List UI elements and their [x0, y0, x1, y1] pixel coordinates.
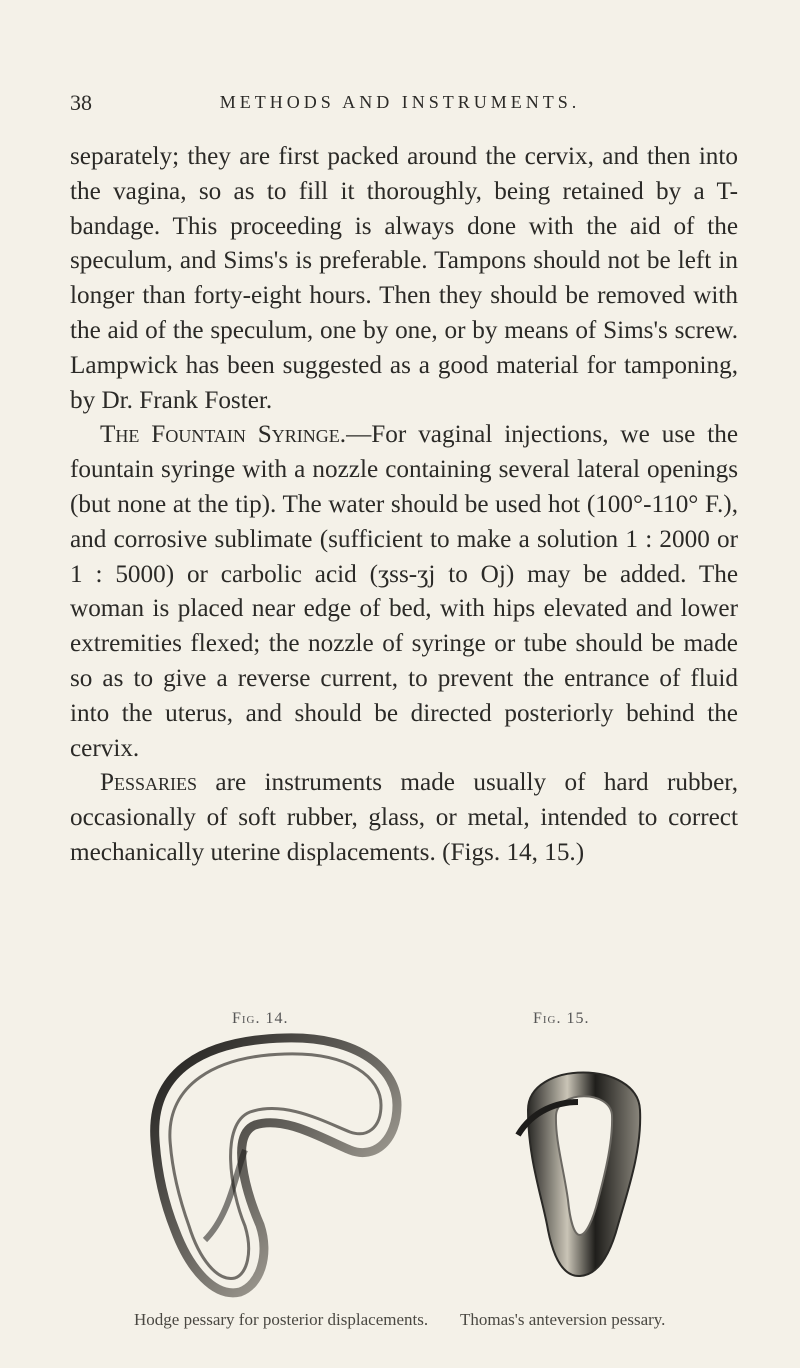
pessaries-heading: Pessaries [100, 769, 198, 797]
page-number: 38 [70, 90, 92, 115]
fig14-label: Fig. 14. [232, 1010, 289, 1027]
fig15-caption: Thomas's anteversion pessary. [460, 1310, 666, 1329]
hodge-pessary-illustration [135, 1030, 405, 1305]
thomas-pessary-illustration [498, 1040, 668, 1285]
paragraph-tampons: separately; they are first packed around the cervix, and then into the vagina, so as to fill it thoroughly, being retained by a T-bandage. This proceeding is always done with the aid of the speculum, and Sims's is preferable. Tampons should not be left in longer than forty-eight hours. Then they should be removed with the aid of the speculum, one by one, or by means of Sims's screw. Lampwick has been suggested as a good material for tamponing, by Dr. Frank Foster. [70, 143, 738, 414]
paragraph-pessaries [70, 766, 738, 870]
pessaries-body: are instruments made usually of hard rubber, occasionally of soft rubber, glass, or metal, intended to correct mechanically uterine displacements. (Figs. 14, 15.) [70, 769, 738, 866]
running-head: METHODS AND INSTRUMENTS. [219, 92, 581, 112]
page-header [70, 90, 730, 120]
body-text [70, 140, 738, 871]
fountain-syringe-body: —For vaginal injections, we use the fountain syringe with a nozzle containing several lateral openings (but none at the tip). The water should be used hot (100°-110° F.), and corrosive sublimate (sufficient to make a solution 1 : 2000 or 1 : 5000) or carbolic acid (ʒss-ʒj to Oj) may be added. The woman is placed near edge of bed, with hips elevated and lower extremities flexed; the nozzle of syringe or tube should be made so as to give a reverse current, to prevent the entrance of fluid into the uterus, and should be directed posteriorly behind the cervix. [70, 421, 738, 762]
fig14-caption: Hodge pessary for posterior displacements. [134, 1310, 429, 1329]
paragraph-fountain-syringe [70, 418, 738, 766]
fountain-syringe-heading: The Fountain Syringe. [100, 421, 347, 449]
fig15-label: Fig. 15. [533, 1010, 590, 1027]
